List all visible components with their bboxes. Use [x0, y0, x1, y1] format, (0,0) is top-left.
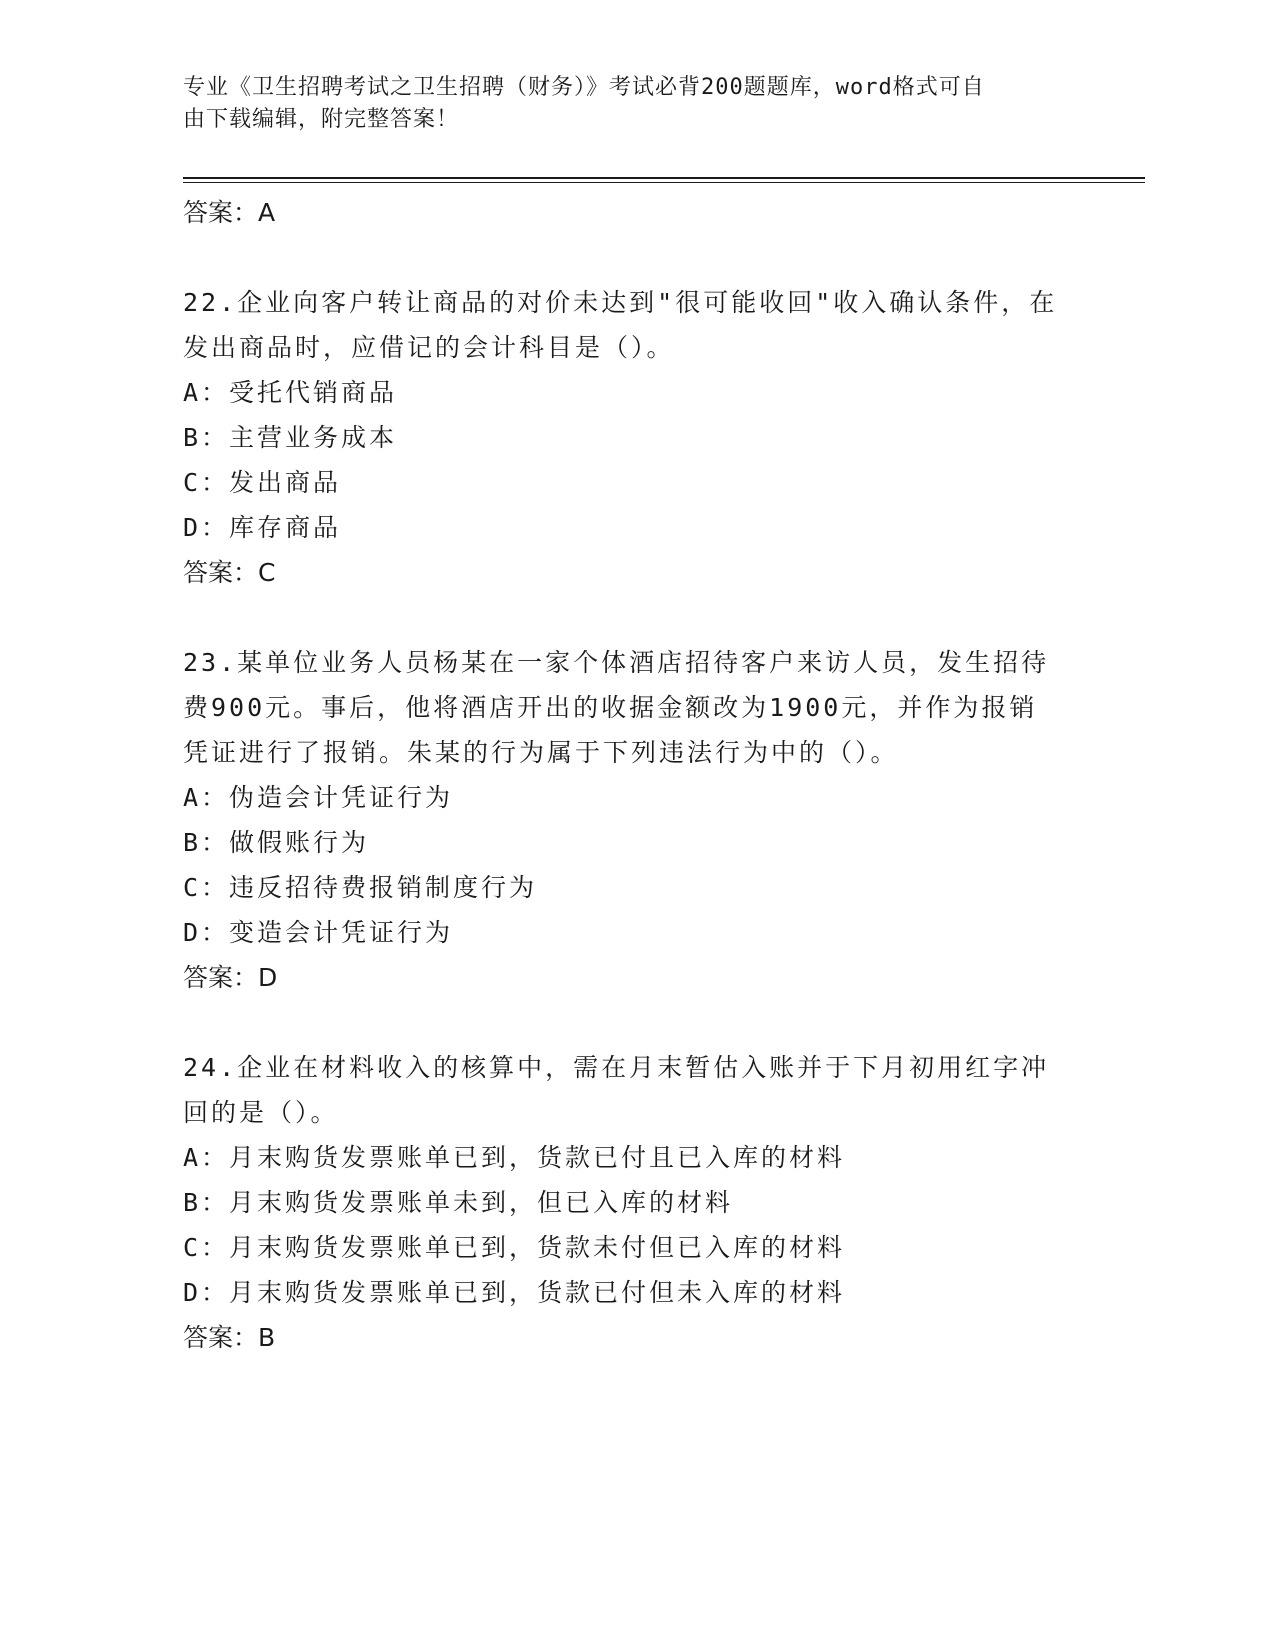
option-a: A：受托代销商品	[183, 378, 398, 407]
question-line: 发出商品时，应借记的会计科目是（）。	[183, 333, 675, 362]
option-d: D：库存商品	[183, 513, 342, 542]
option-c: C：月末购货发票账单已到，货款未付但已入库的材料	[183, 1233, 846, 1262]
answer-line: 答案：B	[183, 1323, 276, 1352]
option-c: C：发出商品	[183, 468, 342, 497]
option-d: D：月末购货发票账单已到，货款已付但未入库的材料	[183, 1278, 846, 1307]
spacer	[183, 595, 1083, 640]
question-text	[183, 1045, 1083, 1135]
header-line: 由下载编辑，附完整答案！	[183, 107, 460, 132]
question-list	[183, 190, 1083, 1360]
spacer	[183, 235, 1083, 280]
option-c: C：违反招待费报销制度行为	[183, 873, 538, 902]
question-line: 23.某单位业务人员杨某在一家个体酒店招待客户来访人员，发生招待	[183, 648, 1050, 677]
question-line: 凭证进行了报销。朱某的行为属于下列违法行为中的（）。	[183, 738, 899, 767]
answer-line: 答案：C	[183, 558, 276, 587]
header-line: 专业《卫生招聘考试之卫生招聘（财务）》考试必背200题题库，word格式可自	[183, 75, 985, 100]
page-header	[183, 72, 1063, 136]
question-line: 回的是（）。	[183, 1098, 339, 1127]
header-divider	[183, 177, 1145, 179]
question-line: 24.企业在材料收入的核算中，需在月末暂估入账并于下月初用红字冲	[183, 1053, 1050, 1082]
spacer	[183, 1000, 1083, 1045]
option-b: B：主营业务成本	[183, 423, 398, 452]
question-line: 22.企业向客户转让商品的对价未达到"很可能收回"收入确认条件，在	[183, 288, 1058, 317]
answer-line: 答案：A	[183, 198, 276, 227]
question-text	[183, 280, 1083, 370]
option-b: B：做假账行为	[183, 828, 370, 857]
question-text	[183, 640, 1083, 775]
option-a: A：月末购货发票账单已到，货款已付且已入库的材料	[183, 1143, 846, 1172]
option-b: B：月末购货发票账单未到，但已入库的材料	[183, 1188, 734, 1217]
answer-line: 答案：D	[183, 963, 278, 992]
option-d: D：变造会计凭证行为	[183, 918, 454, 947]
option-a: A：伪造会计凭证行为	[183, 783, 454, 812]
header-divider	[183, 182, 1145, 183]
question-line: 费900元。事后，他将酒店开出的收据金额改为1900元，并作为报销	[183, 693, 1038, 722]
